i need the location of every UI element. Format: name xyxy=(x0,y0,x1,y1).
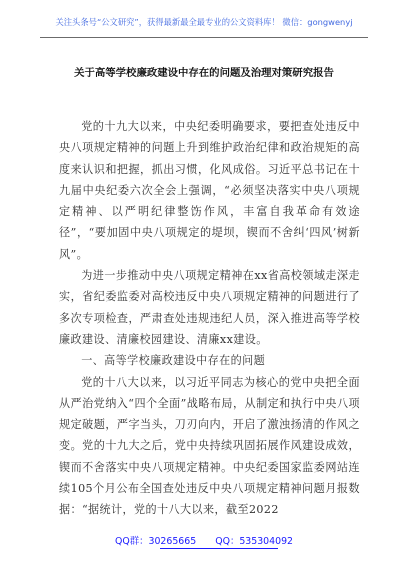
document-body xyxy=(59,116,360,521)
footer-qq-group: QQ群：30265665 xyxy=(114,536,197,547)
document-title: 关于高等学校廉政建设中存在的问题及治理对策研究报告 xyxy=(74,67,334,79)
paragraph-1: 党的十九大以来，中央纪委明确要求，要把查处违反中央八项规定精神的问题上升到维护政治纪律和政治规矩的高度来认识和把握，抓出习惯，化风成俗。习近平总书记在十九届中央纪委六次全会上强调，“必须坚决落实中央八项规定精神、以严明纪律整饬作风，丰富自我革命有效途径”，“要加固中央八项规定的堤坝，锲而不舍纠‘四风’树新风”。 xyxy=(59,120,360,261)
footer-qq: QQ：535304092 xyxy=(215,536,294,547)
paragraph-2: 为进一步推动中央八项规定精神在xx省高校领域走深走实，省纪委监委对高校违反中央八项规定精神的问题进行了多次专项检查，严肃查处违规违纪人员，深入推进高等学校廉政建设、清廉校园建设、清廉xx建设。 xyxy=(59,269,360,346)
footer-underline xyxy=(160,548,278,549)
paragraph-3: 党的十八大以来，以习近平同志为核心的党中央把全面从严治党纳入“四个全面”战略布局，从制定和执行中央八项规定破题，严字当头，刀刃向内，开启了激浊扬清的作风之变。党的十九大之后，党中央持续巩固拓展作风建设成效，锲而不舍落实中央八项规定精神。中央纪委国家监委网站连续105个月公布全国查处违反中央八项规定精神问题月报数据：“据统计，党的十八大以来，截至2022 xyxy=(59,375,360,517)
section-heading: 一、高等学校廉政建设中存在的问题 xyxy=(81,354,266,368)
footer-contact xyxy=(0,533,408,547)
header-banner: 关注头条号“公文研究”，获得最新最全最专业的公文资料库！ 微信：gongwenyj xyxy=(55,17,353,27)
header-divider xyxy=(40,37,368,38)
